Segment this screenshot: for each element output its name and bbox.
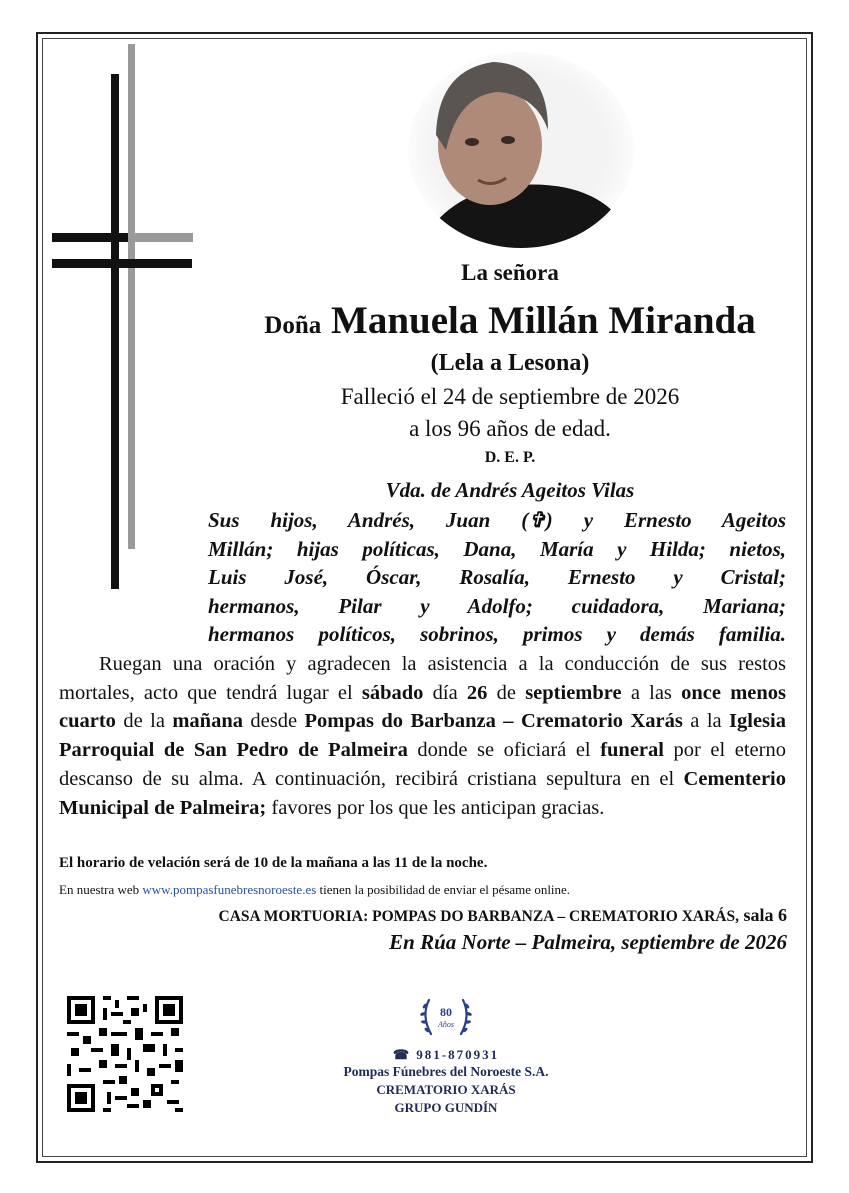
text: En nuestra web	[59, 882, 143, 897]
intro-label: La señora	[461, 260, 559, 285]
honorific: Doña	[264, 312, 322, 339]
ceremony-text	[59, 650, 786, 822]
family-list	[208, 506, 786, 649]
deceased-name	[200, 298, 820, 349]
web-note	[59, 882, 799, 898]
text: Ruegan una oración y agradecen la asistencia a la conducción de sus restos mortales, acto que tendrá lugar el	[59, 653, 786, 704]
text: de la	[115, 710, 173, 733]
text-bold: 26	[466, 681, 488, 704]
cross-icon	[52, 44, 197, 594]
phone-number[interactable]: ☎ 981-870931	[392, 1047, 500, 1062]
text-bold: mañana	[172, 710, 243, 733]
text: de	[487, 681, 526, 704]
text: a la	[682, 710, 730, 733]
age: a los 96 años de edad.	[409, 416, 611, 441]
anniversary-logo	[415, 992, 477, 1044]
full-name: Manuela Millán Miranda	[331, 299, 756, 342]
family-line: hermanos, Pilar y Adolfo; cuidadora, Mariana;	[208, 593, 786, 618]
text-bold: Iglesia Parroquial de San Pedro de Palmeira	[59, 710, 786, 762]
text: a las	[621, 681, 682, 704]
death-date: Falleció el 24 de septiembre de 2026	[340, 384, 680, 409]
text-bold: once menos cuarto	[59, 681, 787, 733]
text: tienen la posibilidad de enviar el pésame online.	[316, 882, 571, 897]
text-bold: septiembre	[525, 681, 622, 704]
website-link[interactable]: www.pompasfunebresnoroeste.es	[142, 882, 317, 897]
logo-number: 80	[440, 1005, 452, 1019]
text: donde se oficiará el	[407, 739, 601, 762]
room-number: sala 6	[738, 905, 787, 925]
portrait-photo	[408, 50, 634, 248]
qr-code[interactable]	[63, 992, 187, 1116]
family-line: Luis José, Óscar, Rosalía, Ernesto y Cristal;	[208, 565, 786, 589]
funeral-home	[59, 905, 787, 926]
text: día	[423, 681, 467, 704]
text-bold: Pompas do Barbanza – Crematorio Xarás	[304, 710, 683, 733]
logo-word: Años	[438, 1020, 454, 1029]
text: favores por los que les anticipan gracias.	[266, 796, 605, 819]
text-bold: funeral	[600, 739, 664, 762]
family-line: Millán; hijas políticas, Dana, María y Hilda; nietos,	[208, 536, 786, 561]
text-bold: sábado	[361, 681, 424, 704]
widow-line: Vda. de Andrés Ageitos Vilas	[385, 478, 635, 502]
place-date: En Rúa Norte – Palmeira, septiembre de 2026	[389, 930, 787, 954]
rip: D. E. P.	[484, 449, 536, 466]
family-line: Sus hijos, Andrés, Juan (✞) y Ernesto Ageitos	[208, 508, 786, 532]
crematorium-name: CREMATORIO XARÁS	[376, 1082, 516, 1097]
wake-schedule: El horario de velación será de 10 de la mañana a las 11 de la noche.	[59, 855, 488, 871]
text-bold: Cementerio Municipal de Palmeira;	[59, 767, 786, 819]
family-line: hermanos políticos, sobrinos, primos y demás familia.	[208, 622, 786, 646]
nickname: (Lela a Lesona)	[430, 350, 590, 376]
group-name: GRUPO GUNDÍN	[394, 1100, 498, 1115]
company-name: Pompas Fúnebres del Noroeste S.A.	[343, 1064, 549, 1079]
text: por el eterno descanso de su alma. A continuación, recibirá cristiana sepultura en el	[59, 739, 786, 790]
text: desde	[242, 710, 305, 733]
funeral-home-label: CASA MORTUORIA: POMPAS DO BARBANZA – CREMATORIO XARÁS,	[218, 908, 739, 925]
